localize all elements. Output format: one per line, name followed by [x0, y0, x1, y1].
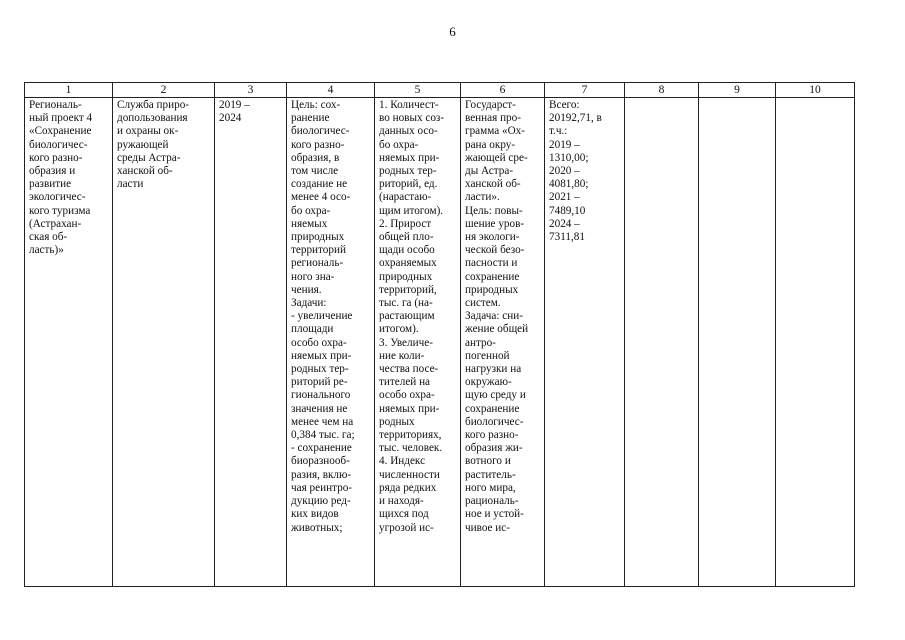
- cell-line: «Сохранение: [29, 125, 92, 138]
- cell-line: биоразнооб-: [291, 455, 350, 468]
- cell-goals-tasks: [287, 98, 375, 587]
- cell-line: ская об-: [29, 231, 68, 244]
- cell-line: 7311,81: [549, 231, 585, 244]
- column-header: 8: [625, 83, 699, 98]
- cell-line: среды Астра-: [117, 151, 181, 164]
- cell-line: щим итогом).: [379, 204, 444, 217]
- cell-line: ние коли-: [379, 349, 425, 362]
- cell-empty-9: [699, 98, 776, 587]
- column-header: 1: [25, 83, 113, 98]
- cell-project: [25, 98, 113, 587]
- cell-line: ласти: [117, 178, 144, 191]
- cell-line: чивое ис-: [465, 521, 510, 534]
- cell-financing: [545, 98, 625, 587]
- cell-line: особо охра-: [379, 389, 435, 402]
- cell-line: гионального: [291, 389, 351, 402]
- cell-line: ды Астра-: [465, 165, 514, 178]
- cell-line: 2019 –: [549, 138, 580, 151]
- cell-line: сохранение: [465, 402, 520, 415]
- cell-line: 1. Количест-: [379, 99, 439, 111]
- cell-line: биологичес-: [29, 138, 88, 151]
- table-row: [25, 98, 855, 587]
- cell-line: кого разно-: [29, 151, 83, 164]
- cell-line: общей пло-: [379, 231, 434, 244]
- cell-line: окружаю-: [465, 376, 512, 389]
- cell-line: во новых соз-: [379, 112, 445, 125]
- cell-line: рана окру-: [465, 138, 516, 151]
- column-header: 6: [461, 83, 545, 98]
- cell-line: систем.: [465, 297, 501, 310]
- cell-line: Региональ-: [29, 99, 82, 111]
- cell-line: - сохранение: [291, 442, 352, 455]
- cell-line: т.ч.:: [549, 125, 568, 138]
- cell-line: щую среду и: [465, 389, 526, 402]
- cell-line: площади: [291, 323, 334, 336]
- cell-line: животных;: [291, 521, 343, 534]
- cell-line: вотного и: [465, 455, 511, 468]
- page-number: 6: [449, 24, 456, 39]
- cell-line: создание не: [291, 178, 348, 191]
- cell-line: - увеличение: [291, 310, 353, 323]
- cell-line: 2021 –: [549, 191, 580, 204]
- cell-line: кого разно-: [291, 138, 345, 151]
- cell-line: ханской об-: [117, 165, 173, 178]
- cell-line: ласть)»: [29, 244, 64, 257]
- cell-line: данных осо-: [379, 125, 438, 138]
- cell-line: 3. Увеличе-: [379, 336, 433, 349]
- cell-line: территорий: [291, 244, 346, 257]
- cell-line: угрозой ис-: [379, 521, 434, 534]
- column-header: 9: [699, 83, 776, 98]
- cell-line: биологичес-: [291, 125, 350, 138]
- cell-line: 2020 –: [549, 165, 580, 178]
- cell-line: ческой безо-: [465, 244, 525, 257]
- cell-line: жение общей: [465, 323, 529, 336]
- cell-line: образия, в: [291, 151, 340, 164]
- cell-line: 1310,00;: [549, 151, 589, 164]
- cell-line: 2024: [219, 112, 242, 125]
- cell-line: ный проект 4: [29, 112, 93, 125]
- cell-line: территорий,: [379, 283, 437, 296]
- cell-line: 20192,71, в: [549, 112, 602, 125]
- cell-line: жающей сре-: [465, 151, 528, 164]
- cell-line: охраняемых: [379, 257, 437, 270]
- cell-line: нагрузки на: [465, 363, 522, 376]
- cell-line: Служба приро-: [117, 99, 190, 111]
- cell-line: Государст-: [465, 99, 516, 111]
- cell-line: раститель-: [465, 468, 516, 481]
- cell-line: погенной: [465, 349, 510, 362]
- column-header: 2: [113, 83, 215, 98]
- cell-line: экологичес-: [29, 191, 86, 204]
- cell-line: 4081,80;: [549, 178, 589, 191]
- cell-line: итогом).: [379, 323, 419, 336]
- cell-empty-10: [776, 98, 855, 587]
- cell-line: венная про-: [465, 112, 521, 125]
- cell-line: образия жи-: [465, 442, 523, 455]
- cell-line: тыс. га (на-: [379, 297, 433, 310]
- column-header: 4: [287, 83, 375, 98]
- cell-line: и охраны ок-: [117, 125, 179, 138]
- column-header: 7: [545, 83, 625, 98]
- cell-line: численности: [379, 468, 440, 481]
- cell-line: (Астрахан-: [29, 217, 82, 230]
- cell-line: тителей на: [379, 376, 431, 389]
- header-row: [25, 83, 855, 98]
- cell-line: Цель: повы-: [465, 204, 523, 217]
- column-header: 10: [776, 83, 855, 98]
- cell-line: ранение: [291, 112, 330, 125]
- cell-line: менее 4 осо-: [291, 191, 351, 204]
- cell-line: ласти».: [465, 191, 500, 204]
- cell-line: Цель: сох-: [291, 99, 341, 111]
- cell-line: дукцию ред-: [291, 495, 351, 508]
- cell-line: бо охра-: [291, 204, 331, 217]
- cell-line: бо охра-: [379, 138, 419, 151]
- cell-line: природных: [465, 283, 519, 296]
- cell-line: биологичес-: [465, 415, 524, 428]
- cell-line: щихся под: [379, 508, 429, 521]
- cell-line: няемых при-: [379, 151, 440, 164]
- cell-line: менее чем на: [291, 415, 354, 428]
- cell-line: чества посе-: [379, 363, 439, 376]
- cell-line: ханской об-: [465, 178, 521, 191]
- cell-line: няемых: [291, 217, 328, 230]
- cell-line: 2019 –: [219, 99, 250, 111]
- cell-line: Задачи:: [291, 297, 327, 310]
- program-table: [24, 82, 855, 587]
- cell-line: сохранение: [465, 270, 520, 283]
- cell-line: риторий ре-: [291, 376, 348, 389]
- cell-line: ких видов: [291, 508, 339, 521]
- cell-line: растающим: [379, 310, 435, 323]
- cell-line: кого туризма: [29, 204, 91, 217]
- cell-line: региональ-: [291, 257, 344, 270]
- cell-responsible: [113, 98, 215, 587]
- cell-line: 2024 –: [549, 217, 580, 230]
- cell-line: Задача: сни-: [465, 310, 523, 323]
- cell-line: кого разно-: [465, 429, 519, 442]
- cell-line: шение уров-: [465, 217, 525, 230]
- cell-state-program: [461, 98, 545, 587]
- cell-line: родных тер-: [291, 363, 349, 376]
- cell-line: тыс. человек.: [379, 442, 443, 455]
- cell-period: [215, 98, 287, 587]
- cell-line: ряда редких: [379, 481, 437, 494]
- cell-line: щади особо: [379, 244, 435, 257]
- cell-line: ружающей: [117, 138, 169, 151]
- cell-line: допользования: [117, 112, 188, 125]
- cell-line: няемых при-: [291, 349, 352, 362]
- cell-line: рациональ-: [465, 495, 519, 508]
- cell-line: 7489,10: [549, 204, 586, 217]
- cell-line: образия и: [29, 165, 76, 178]
- cell-line: разия, вклю-: [291, 468, 352, 481]
- cell-line: чения.: [291, 283, 322, 296]
- cell-line: природных: [291, 231, 345, 244]
- cell-line: (нарастаю-: [379, 191, 432, 204]
- cell-line: ного мира,: [465, 481, 516, 494]
- column-header: 3: [215, 83, 287, 98]
- cell-line: ня экологи-: [465, 231, 520, 244]
- cell-line: и находя-: [379, 495, 424, 508]
- cell-line: особо охра-: [291, 336, 347, 349]
- cell-indicators: [375, 98, 461, 587]
- cell-empty-8: [625, 98, 699, 587]
- cell-line: природных: [379, 270, 433, 283]
- column-header: 5: [375, 83, 461, 98]
- cell-line: том числе: [291, 165, 339, 178]
- cell-line: грамма «Ох-: [465, 125, 525, 138]
- cell-line: территориях,: [379, 429, 442, 442]
- cell-line: Всего:: [549, 99, 580, 111]
- cell-line: значения не: [291, 402, 348, 415]
- cell-line: развитие: [29, 178, 72, 191]
- cell-line: пасности и: [465, 257, 518, 270]
- cell-line: антро-: [465, 336, 496, 349]
- cell-line: ное и устой-: [465, 508, 524, 521]
- cell-line: родных: [379, 415, 415, 428]
- cell-line: 4. Индекс: [379, 455, 426, 468]
- cell-line: няемых при-: [379, 402, 440, 415]
- cell-line: риторий, ед.: [379, 178, 438, 191]
- cell-line: 2. Прирост: [379, 217, 432, 230]
- cell-line: ного зна-: [291, 270, 335, 283]
- cell-line: чая реинтро-: [291, 481, 353, 494]
- cell-line: 0,384 тыс. га;: [291, 429, 355, 442]
- cell-line: родных тер-: [379, 165, 437, 178]
